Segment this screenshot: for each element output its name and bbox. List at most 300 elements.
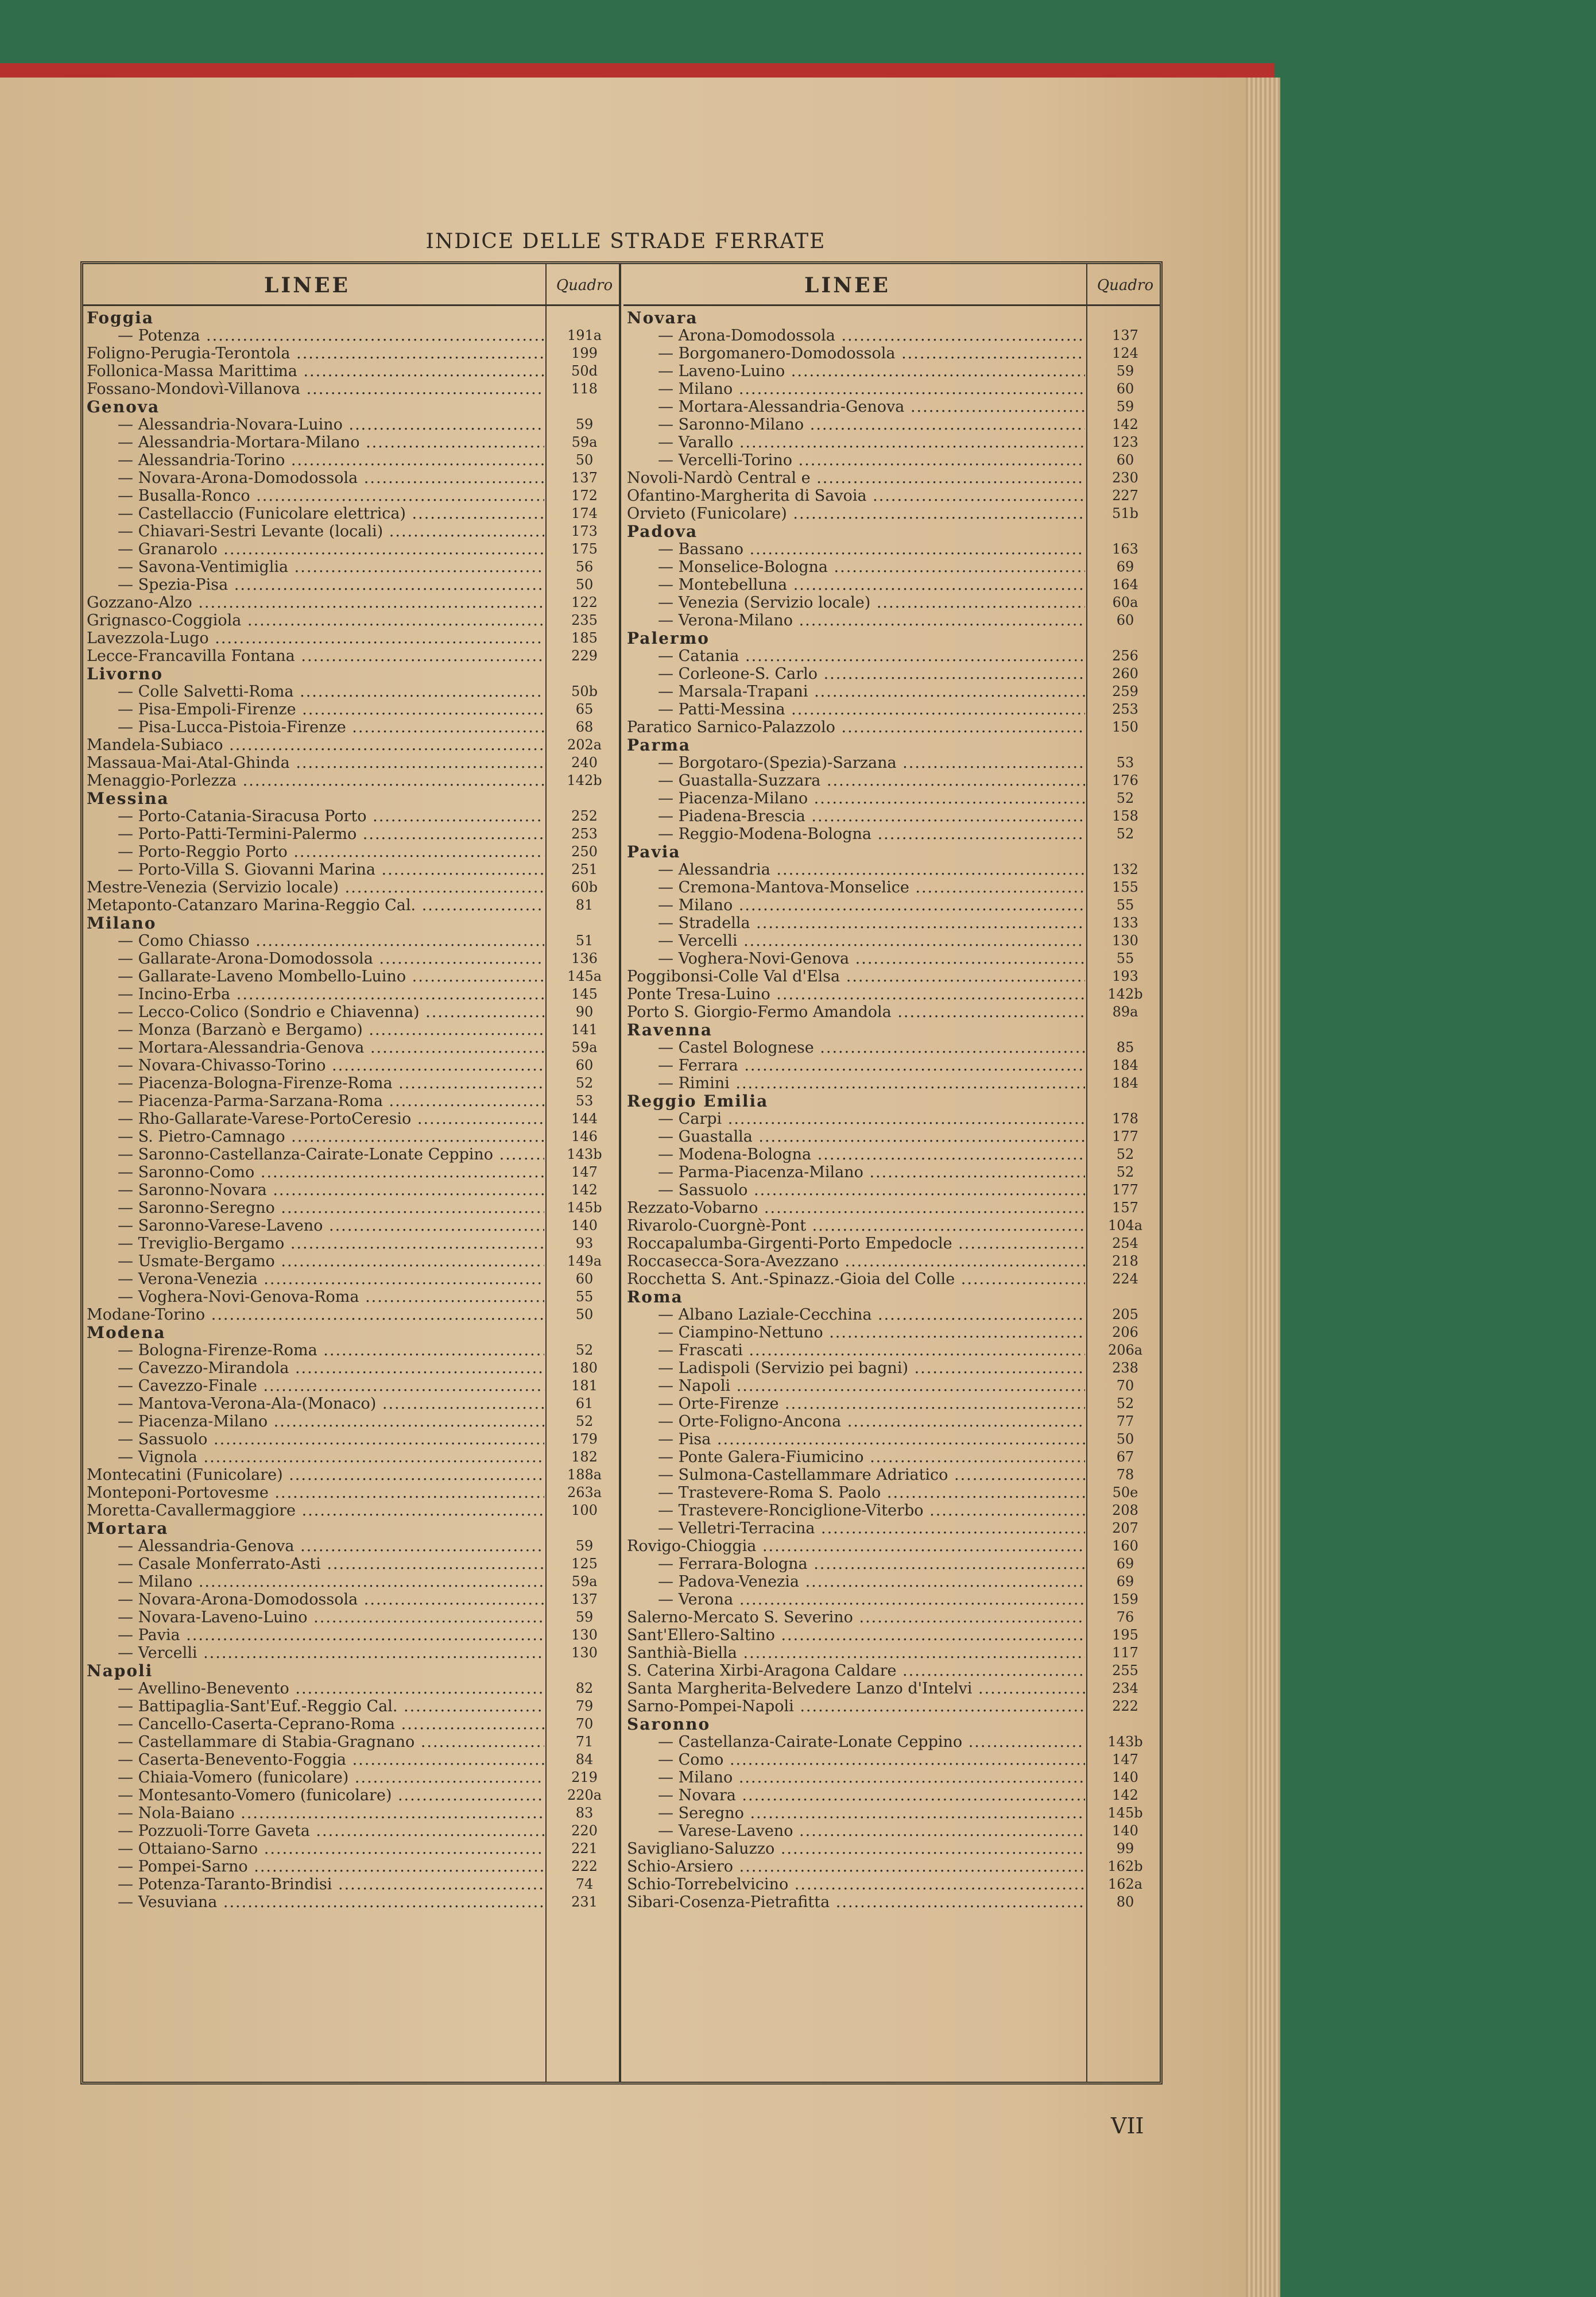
left-column	[83, 264, 621, 2082]
line-name: — Ladispoli (Servizio pei bagni) .....	[658, 1359, 1085, 1377]
group-heading-text: Ravenna	[627, 1021, 712, 1039]
quadro-number: 172	[571, 488, 598, 504]
index-row	[623, 1804, 1160, 1822]
line-name: — Piacenza-Milano .....	[658, 790, 1085, 807]
page-header: INDICE DELLE STRADE FERRATE	[425, 230, 826, 253]
line-name: S. Caterina Xirbi-Aragona Caldare .....	[627, 1662, 1085, 1680]
index-row	[83, 1804, 619, 1822]
line-name: Porto S. Giorgio-Fermo Amandola .....	[627, 1003, 1085, 1021]
index-row	[623, 576, 1160, 594]
quadro-number: 175	[571, 541, 598, 557]
index-row	[83, 861, 619, 879]
line-name: Mestre-Venezia (Servizio locale) .....	[87, 879, 544, 896]
line-name: — Castellanza-Cairate-Lonate Ceppino .....	[658, 1733, 1085, 1751]
quadro-number: 60	[575, 1271, 594, 1287]
quadro-number: 207	[1112, 1520, 1138, 1536]
quadro-number: 81	[575, 897, 594, 913]
group-heading-text: Livorno	[87, 665, 164, 683]
quadro-number: 160	[1112, 1538, 1138, 1554]
quadro-number: 132	[1112, 861, 1138, 877]
index-row	[623, 1448, 1160, 1466]
quadro-number: 59	[575, 416, 594, 432]
quadro-number: 52	[1116, 826, 1134, 842]
left-rows	[83, 309, 619, 1911]
line-name: — Frascati .....	[658, 1341, 1085, 1359]
quadro-number: 59	[1116, 363, 1134, 379]
index-row	[83, 540, 619, 558]
line-name: Sibari-Cosenza-Pietrafitta .....	[627, 1893, 1085, 1911]
index-row	[83, 1395, 619, 1413]
quadro-number: 52	[1116, 1395, 1134, 1412]
index-row	[83, 380, 619, 398]
quadro-number: 55	[1116, 950, 1134, 966]
line-name: Montecatini (Funicolare) .....	[87, 1466, 544, 1484]
index-group-heading	[623, 1092, 1160, 1110]
line-name: — Ottaiano-Sarno .....	[118, 1840, 544, 1858]
line-name: — Sulmona-Castellammare Adriatico .....	[658, 1466, 1085, 1484]
quadro-number: 149a	[567, 1253, 602, 1269]
quadro-number: 60	[1116, 381, 1134, 397]
quadro-number: 263a	[567, 1484, 602, 1501]
quadro-number: 142	[1112, 1787, 1138, 1803]
index-row	[83, 879, 619, 896]
quadro-number: 157	[1112, 1200, 1138, 1216]
index-row	[83, 1163, 619, 1181]
index-row	[83, 1555, 619, 1573]
quadro-number: 60a	[1112, 594, 1138, 610]
index-row	[83, 1359, 619, 1377]
quadro-number: 93	[575, 1235, 594, 1251]
line-name: Grignasco-Coggiola .....	[87, 612, 544, 629]
index-row	[83, 1092, 619, 1110]
index-row	[83, 968, 619, 985]
line-name: — Busalla-Ronco .....	[118, 487, 544, 505]
index-row	[83, 576, 619, 594]
index-row	[83, 1181, 619, 1199]
index-row	[623, 701, 1160, 718]
quadro-number: 205	[1112, 1306, 1138, 1322]
line-name: — Seregno .....	[658, 1804, 1085, 1822]
index-group-heading	[83, 1662, 619, 1680]
quadro-number: 69	[1116, 1573, 1134, 1590]
line-name: — Chiavari-Sestri Levante (locali) .....	[118, 523, 544, 540]
quadro-number: 104a	[1107, 1217, 1143, 1233]
line-name: — Vignola .....	[118, 1448, 544, 1466]
line-name: — Novara .....	[658, 1786, 1085, 1804]
quadro-number: 206	[1112, 1324, 1138, 1340]
quadro-number: 124	[1112, 345, 1138, 361]
quadro-number: 162b	[1107, 1858, 1143, 1874]
index-row	[623, 1359, 1160, 1377]
index-row	[83, 558, 619, 576]
quadro-number: 176	[1112, 772, 1138, 788]
index-row	[623, 1662, 1160, 1680]
line-name: — Ferrara .....	[658, 1057, 1085, 1074]
quadro-number: 240	[571, 755, 598, 771]
quadro-number: 130	[1112, 933, 1138, 949]
line-name: — Venezia (Servizio locale) .....	[658, 594, 1085, 612]
index-row	[623, 1217, 1160, 1235]
index-row	[83, 629, 619, 647]
line-name: — Montesanto-Vomero (funicolare) .....	[118, 1786, 544, 1804]
index-row	[623, 1324, 1160, 1341]
line-name: — Orte-Foligno-Ancona .....	[658, 1413, 1085, 1430]
quadro-number: 255	[1112, 1662, 1138, 1679]
line-name: — Cancello-Caserta-Ceprano-Roma .....	[118, 1715, 544, 1733]
line-name: — S. Pietro-Camnago .....	[118, 1128, 544, 1146]
line-name: — Granarolo .....	[118, 540, 544, 558]
index-row	[83, 807, 619, 825]
index-row	[83, 1751, 619, 1769]
index-row	[83, 1733, 619, 1751]
index-group-heading	[623, 843, 1160, 861]
line-name: — Monza (Barzanò e Bergamo) .....	[118, 1021, 544, 1039]
line-name: Fossano-Mondovì-Villanova .....	[87, 380, 544, 398]
index-row	[623, 451, 1160, 469]
index-row	[623, 345, 1160, 362]
line-name: Rovigo-Chioggia .....	[627, 1537, 1085, 1555]
line-name: Ofantino-Margherita di Savoia .....	[627, 487, 1085, 505]
quadro-number: 50	[575, 1306, 594, 1322]
quadro-number: 164	[1112, 577, 1138, 593]
index-row	[623, 1181, 1160, 1199]
line-name: — Alessandria-Genova .....	[118, 1537, 544, 1555]
quadro-number: 59	[575, 1538, 594, 1554]
index-row	[623, 1519, 1160, 1537]
line-name: — Saronno-Seregno .....	[118, 1199, 544, 1217]
index-row	[623, 932, 1160, 950]
quadro-number: 145b	[567, 1200, 602, 1216]
line-name: — Piacenza-Bologna-Firenze-Roma .....	[118, 1074, 544, 1092]
quadro-number: 52	[575, 1075, 594, 1091]
quadro-number: 158	[1112, 808, 1138, 824]
index-row	[83, 434, 619, 451]
line-name: — Trastevere-Roma S. Paolo .....	[658, 1484, 1085, 1502]
quadro-number: 65	[575, 701, 594, 717]
line-name: — Reggio-Modena-Bologna .....	[658, 825, 1085, 843]
index-row	[83, 469, 619, 487]
line-name: — Saronno-Castellanza-Cairate-Lonate Ceppino .....	[118, 1146, 544, 1163]
index-row	[83, 1769, 619, 1786]
quadro-number: 52	[1116, 790, 1134, 806]
line-name: — Borgomanero-Domodossola .....	[658, 345, 1085, 362]
index-group-heading	[623, 1715, 1160, 1733]
index-table	[80, 261, 1163, 2085]
quadro-header: Quadro	[556, 277, 613, 294]
index-group-heading	[623, 736, 1160, 754]
line-name: Follonica-Massa Marittima .....	[87, 362, 544, 380]
quadro-number: 50e	[1112, 1484, 1138, 1501]
line-name: Savigliano-Saluzzo .....	[627, 1840, 1085, 1858]
line-name: — Potenza .....	[118, 327, 544, 345]
line-name: — Porto-Patti-Termini-Palermo .....	[118, 825, 544, 843]
line-name: — Saronno-Novara .....	[118, 1181, 544, 1199]
index-row	[83, 1413, 619, 1430]
quadro-number: 50b	[571, 683, 598, 699]
line-name: Metaponto-Catanzaro Marina-Reggio Cal. .....	[87, 896, 544, 914]
line-name: Massaua-Mai-Atal-Ghinda .....	[87, 754, 544, 772]
line-name: Gozzano-Alzo .....	[87, 594, 544, 612]
line-name: — Montebelluna .....	[658, 576, 1085, 594]
line-name: — Pavia .....	[118, 1626, 544, 1644]
line-name: — Novara-Arona-Domodossola .....	[118, 469, 544, 487]
index-row	[83, 1235, 619, 1252]
quadro-number: 85	[1116, 1039, 1134, 1055]
index-row	[83, 718, 619, 736]
index-row	[83, 1626, 619, 1644]
index-row	[83, 594, 619, 612]
line-name: — Porto-Catania-Siracusa Porto .....	[118, 807, 544, 825]
quadro-number: 150	[1112, 719, 1138, 735]
index-row	[83, 950, 619, 968]
group-heading-text: Palermo	[627, 629, 710, 647]
index-row	[83, 505, 619, 523]
quadro-number: 55	[575, 1289, 594, 1305]
quadro-number: 51b	[1112, 505, 1138, 521]
quadro-number: 145b	[1107, 1805, 1143, 1821]
line-name: Roccapalumba-Girgenti-Porto Empedocle .....	[627, 1235, 1085, 1252]
quadro-number: 222	[1112, 1698, 1138, 1714]
line-name: — Savona-Ventimiglia .....	[118, 558, 544, 576]
line-name: — Napoli .....	[658, 1377, 1085, 1395]
line-name: — Alessandria-Torino .....	[118, 451, 544, 469]
quadro-number: 224	[1112, 1271, 1138, 1287]
quadro-number: 78	[1116, 1467, 1134, 1483]
line-name: — Vesuviana .....	[118, 1893, 544, 1911]
index-row	[83, 1822, 619, 1840]
index-row	[623, 327, 1160, 345]
quadro-number: 206a	[1107, 1342, 1143, 1358]
line-name: — Castel Bolognese .....	[658, 1039, 1085, 1057]
lines-header: LINEE	[264, 273, 350, 297]
quadro-number: 68	[575, 719, 594, 735]
quadro-number: 60	[1116, 452, 1134, 468]
quadro-number: 182	[571, 1449, 598, 1465]
index-row	[83, 1644, 619, 1662]
line-name: — Modena-Bologna .....	[658, 1146, 1085, 1163]
index-row	[83, 1448, 619, 1466]
line-name: — Alessandria-Novara-Luino .....	[118, 416, 544, 434]
index-row	[623, 1003, 1160, 1021]
line-name: Rocchetta S. Ant.-Spinazz.-Gioia del Colle .....	[627, 1270, 1085, 1288]
quadro-number: 222	[571, 1858, 598, 1874]
line-name: — Carpi .....	[658, 1110, 1085, 1128]
quadro-number: 59a	[571, 434, 598, 450]
quadro-number: 50	[575, 577, 594, 593]
line-name: Orvieto (Funicolare) .....	[627, 505, 1085, 523]
quadro-number: 60	[1116, 612, 1134, 628]
quadro-number: 144	[571, 1111, 598, 1127]
quadro-number: 193	[1112, 968, 1138, 984]
quadro-number: 100	[571, 1502, 598, 1518]
index-row	[623, 1502, 1160, 1519]
quadro-number: 117	[1112, 1645, 1138, 1661]
line-name: — Ferrara-Bologna .....	[658, 1555, 1085, 1573]
index-row	[83, 1430, 619, 1448]
index-row	[623, 487, 1160, 505]
quadro-number: 208	[1112, 1502, 1138, 1518]
line-name: — Trastevere-Ronciglione-Viterbo .....	[658, 1502, 1085, 1519]
quadro-number: 55	[1116, 897, 1134, 913]
quadro-number: 229	[571, 648, 598, 664]
index-row	[83, 772, 619, 790]
quadro-number: 220	[571, 1823, 598, 1839]
line-name: — Avellino-Benevento .....	[118, 1680, 544, 1697]
index-row	[83, 1128, 619, 1146]
line-name: — Castellaccio (Funicolare elettrica) .....	[118, 505, 544, 523]
index-group-heading	[623, 629, 1160, 647]
index-row	[83, 1680, 619, 1697]
line-name: — Pisa-Empoli-Firenze .....	[118, 701, 544, 718]
index-row	[83, 985, 619, 1003]
index-row	[623, 612, 1160, 629]
quadro-number: 130	[571, 1627, 598, 1643]
line-name: — Gallarate-Arona-Domodossola .....	[118, 950, 544, 968]
index-row	[83, 1270, 619, 1288]
quadro-number: 80	[1116, 1894, 1134, 1910]
line-name: — Cavezzo-Mirandola .....	[118, 1359, 544, 1377]
line-name: — Porto-Reggio Porto .....	[118, 843, 544, 861]
index-row	[83, 754, 619, 772]
line-name: Rezzato-Vobarno .....	[627, 1199, 1085, 1217]
line-name: — Vercelli .....	[658, 932, 1085, 950]
page-edge	[1246, 78, 1280, 2297]
quadro-number: 69	[1116, 559, 1134, 575]
quadro-number: 56	[575, 559, 594, 575]
quadro-number: 123	[1112, 434, 1138, 450]
line-name: — Cavezzo-Finale .....	[118, 1377, 544, 1395]
quadro-number: 60	[575, 1057, 594, 1073]
right-column-header	[623, 264, 1160, 306]
line-name: — Mortara-Alessandria-Genova .....	[658, 398, 1085, 416]
index-row	[623, 362, 1160, 380]
index-row	[623, 754, 1160, 772]
line-name: — Varallo .....	[658, 434, 1085, 451]
quadro-number: 53	[575, 1093, 594, 1109]
line-name: — Incino-Erba .....	[118, 985, 544, 1003]
line-name: — Colle Salvetti-Roma .....	[118, 683, 544, 701]
index-row	[623, 879, 1160, 896]
line-name: — Voghera-Novi-Genova .....	[658, 950, 1085, 968]
index-row	[83, 1252, 619, 1270]
quadro-number: 188a	[567, 1467, 602, 1483]
line-name: — Treviglio-Bergamo .....	[118, 1235, 544, 1252]
quadro-number: 159	[1112, 1591, 1138, 1607]
index-row	[83, 1715, 619, 1733]
quadro-number: 260	[1112, 666, 1138, 682]
quadro-number: 254	[1112, 1235, 1138, 1251]
quadro-number: 136	[571, 950, 598, 966]
quadro-number: 178	[1112, 1111, 1138, 1127]
quadro-number: 141	[571, 1022, 598, 1038]
index-row	[83, 1858, 619, 1876]
index-row	[623, 1341, 1160, 1359]
index-row	[623, 825, 1160, 843]
index-row	[623, 1876, 1160, 1893]
line-name: — Vercelli-Torino .....	[658, 451, 1085, 469]
index-row	[83, 451, 619, 469]
index-row	[623, 1270, 1160, 1288]
line-name: — Sassuolo .....	[118, 1430, 544, 1448]
index-group-heading	[623, 309, 1160, 327]
quadro-number: 89a	[1112, 1004, 1138, 1020]
quadro-number: 252	[571, 808, 598, 824]
line-name: — Verona-Milano .....	[658, 612, 1085, 629]
line-name: — Piacenza-Milano .....	[118, 1413, 544, 1430]
index-row	[83, 487, 619, 505]
quadro-number: 82	[575, 1680, 594, 1696]
index-row	[623, 1199, 1160, 1217]
quadro-number: 185	[571, 630, 598, 646]
quadro-number: 181	[571, 1378, 598, 1394]
line-name: — Saronno-Varese-Laveno .....	[118, 1217, 544, 1235]
page-number: VII	[1111, 2113, 1144, 2139]
quadro-number: 177	[1112, 1128, 1138, 1144]
group-heading-text: Genova	[87, 398, 160, 416]
index-group-heading	[623, 1021, 1160, 1039]
line-name: — Ponte Galera-Fiumicino .....	[658, 1448, 1085, 1466]
index-row	[623, 1466, 1160, 1484]
group-heading-text: Pavia	[627, 843, 681, 861]
index-row	[83, 1074, 619, 1092]
line-name: Santhià-Biella .....	[627, 1644, 1085, 1662]
group-heading-text: Mortara	[87, 1519, 169, 1537]
quadro-number: 251	[571, 861, 598, 877]
quadro-number: 59a	[571, 1039, 598, 1055]
index-row	[623, 1769, 1160, 1786]
group-heading-text: Messina	[87, 790, 169, 807]
quadro-number: 142b	[567, 772, 602, 788]
quadro-number: 250	[571, 844, 598, 860]
index-row	[83, 1341, 619, 1359]
line-name: — Pisa .....	[658, 1430, 1085, 1448]
index-row	[623, 1413, 1160, 1430]
quadro-number: 253	[1112, 701, 1138, 717]
index-row	[623, 1074, 1160, 1092]
line-name: Foligno-Perugia-Terontola .....	[87, 345, 544, 362]
line-name: — Voghera-Novi-Genova-Roma .....	[118, 1288, 544, 1306]
line-name: Modane-Torino .....	[87, 1306, 544, 1324]
group-heading-text: Parma	[627, 736, 691, 754]
index-row	[623, 594, 1160, 612]
index-group-heading	[83, 398, 619, 416]
line-name: — Battipaglia-Sant'Euf.-Reggio Cal. .....	[118, 1697, 544, 1715]
index-row	[623, 1751, 1160, 1769]
index-row	[623, 1163, 1160, 1181]
index-row	[623, 1555, 1160, 1573]
line-name: Schio-Arsiero .....	[627, 1858, 1085, 1876]
quadro-number: 137	[571, 1591, 598, 1607]
line-name: — Como .....	[658, 1751, 1085, 1769]
line-name: — Corleone-S. Carlo .....	[658, 665, 1085, 683]
quadro-number: 162a	[1107, 1876, 1143, 1892]
index-row	[83, 736, 619, 754]
line-name: — Milano .....	[658, 380, 1085, 398]
index-row	[623, 1608, 1160, 1626]
line-name: — Ciampino-Nettuno .....	[658, 1324, 1085, 1341]
quadro-number: 142	[571, 1182, 598, 1198]
line-name: — Marsala-Trapani .....	[658, 683, 1085, 701]
quadro-number: 50d	[571, 363, 598, 379]
index-row	[623, 1306, 1160, 1324]
line-name: — Albano Laziale-Cecchina .....	[658, 1306, 1085, 1324]
line-name: — Mortara-Alessandria-Genova .....	[118, 1039, 544, 1057]
group-heading-text: Novara	[627, 309, 698, 327]
line-name: — Verona .....	[658, 1591, 1085, 1608]
quadro-number: 146	[571, 1128, 598, 1144]
quadro-number: 52	[1116, 1164, 1134, 1180]
quadro-number: 173	[571, 523, 598, 539]
